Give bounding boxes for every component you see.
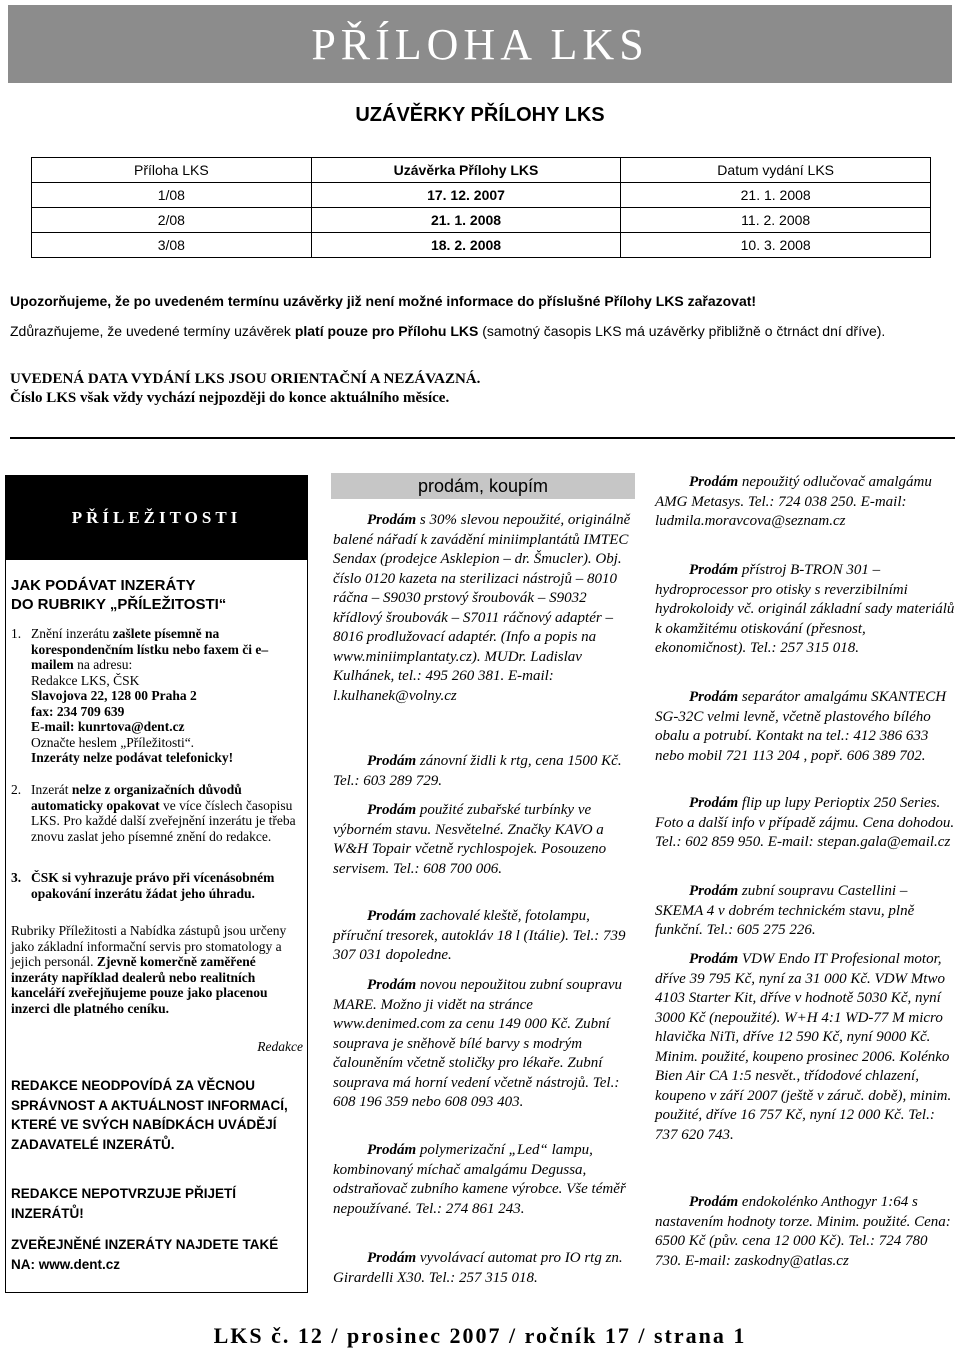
classified-ad: Prodám endokolénko Anthogyr 1:64 s nastavením hodnoty torze. Minim. použité. Cena: 6500 Kč (pův. cena 12 000 Kč). Tel.: 724 780 730. E-mail: zaskodny@atlas.cz (655, 1194, 951, 1269)
table-cell: 18. 2. 2008 (311, 233, 621, 258)
table-cell: 3/08 (32, 233, 312, 258)
instruction-2 (11, 782, 303, 844)
address-line: Redakce LKS, ČSK (31, 672, 140, 688)
prodam-koupim-header: prodám, koupím (331, 473, 635, 499)
classified-ad: Prodám vyvolávací automat pro IO rtg zn. Girardelli X30. Tel.: 257 315 018. (333, 1250, 623, 1286)
notice-emphasis (10, 322, 950, 341)
table-header-row (32, 158, 931, 183)
rubric-info (11, 923, 303, 1016)
disclaimer: REDAKCE NEODPOVÍDÁ ZA VĚCNOU SPRÁVNOST A AKTUÁLNOST INFORMACÍ, KTERÉ VE SVÝCH NABÍDKÁCH UVÁDĚJÍ ZADAVATELÉ INZERÁTŮ. (11, 1078, 288, 1152)
classified-ad: Prodám použité zubařské turbínky ve výborném stavu. Nesvětelné. Značky KAVO a W&H Topair včetně rychlospojek. Posouzeno servisem. Tel.: 608 700 006. (333, 802, 607, 877)
page-banner (8, 5, 952, 83)
table-cell: 1/08 (32, 183, 312, 208)
item-text: ČSK si vyhrazuje právo při vícenásobném opakování inzerátu žádat jeho úhradu. (31, 870, 275, 901)
keyword-line: Označte heslem „Příležitosti“. (31, 734, 195, 750)
table-cell: 10. 3. 2008 (621, 233, 931, 258)
email-line: E-mail: kunrtova@dent.cz (31, 719, 185, 734)
classified-ad: Prodám s 30% slevou nepoužité, originálně balené nářadí k zavádění miniimplantátů IMTEC Sendax (prodejce Asklepion – dr. Šmucler). Obj. číslo 0120 kazeta na sterilizaci nástrojů – 8010 ráčna – S9030 prstový šroubovák – S9032 křídlový šroubovák – S7011 ráčnový adaptér – 8016 prodlužovací adaptér. (Info a popis na www.miniimplantaty.cz). MUDr. Ladislav Kulhánek, tel.: 495 260 381. E-mail: l.kulhanek@volny.cz (333, 512, 631, 704)
item-text: na adresu: (73, 657, 133, 672)
table-cell: 2/08 (32, 208, 312, 233)
classified-ad: Prodám flip up lupy Perioptix 250 Series. Foto a další info v případě zájmu. Cena dohodou. Tel.: 602 859 950. E-mail: stepan.gala@email.cz (655, 795, 955, 850)
item-text: ve více číslech časopisu LKS. Pro každé další zveřejnění inzerátu je třeba znovu zaslat jeho písemné znění do redakce. (31, 797, 296, 844)
address-line: Slavojova 22, 128 00 Praha 2 (31, 688, 197, 703)
notice-deadline: Upozorňujeme, že po uvedeném termínu uzávěrky již není možné informace do příslušné Přílohy LKS zařazovat! (10, 293, 757, 309)
disclaimer: ZVEŘEJNĚNÉ INZERÁTY NAJDETE TAKÉ NA: www.dent.cz (11, 1237, 279, 1272)
classified-ad: Prodám VDW Endo IT Profesional motor, dříve 39 795 Kč, nyní za 31 000 Kč. VDW Mtwo 4103 Starter Kit, dříve v hodnotě 5030 Kč, nyní 3000 Kč (nepoužité). W+H 4:1 WD-77 M micro hlavička NiTi, dříve 12 590 Kč, nyní 9000 Kč. Minim. použité, koupeno prosinec 2006. Kolénko Bien Air CA 1:5 nesvět., třídodové chlazení, koupeno v září 2007 (ještě v záruč. době), minim. použité, dříve 16 757 Kč, nyní 12 000 Kč. Tel.: 737 620 743. (655, 951, 952, 1143)
classified-ad: Prodám separátor amalgámu SKANTECH SG-32C velmi levně, včetně plastového bílého obalu a potrubí. Kontakt na tel.: 412 386 633 nebo mobil 721 113 204 , popř. 606 389 702. (655, 689, 947, 764)
classified-ad: Prodám zubní soupravu Castellini – SKEMA 4 v dobrém technickém stavu, plně funkční. Tel.: 605 275 226. (655, 883, 915, 938)
how-to-heading-line: JAK PODÁVAT INZERÁTY (11, 577, 196, 594)
item-text: Inzerát (31, 782, 72, 797)
instruction-3 (11, 870, 303, 901)
no-phone-line: Inzeráty nelze podávat telefonicky! (31, 750, 234, 765)
how-to-heading-line: DO RUBRIKY „PŘÍLEŽITOSTI“ (11, 596, 227, 613)
item-text: Znění inzerátu (31, 626, 113, 641)
notice-bold: platí pouze pro Přílohu LKS (294, 323, 479, 339)
prilezitosti-box (5, 475, 308, 1293)
disclaimer: REDAKCE NEPOTVRZUJE PŘIJETÍ INZERÁTŮ! (11, 1186, 237, 1221)
section-subtitle: UZÁVĚRKY PŘÍLOHY LKS (355, 104, 605, 126)
signature: Redakce (257, 1039, 303, 1054)
deadlines-table (31, 157, 931, 258)
table-cell: 11. 2. 2008 (621, 208, 931, 233)
table-cell: 17. 12. 2007 (311, 183, 621, 208)
item-bold: nelze z organizačních důvodů automaticky opakovat (31, 782, 242, 813)
prilezitosti-header: PŘÍLEŽITOSTI (6, 476, 307, 560)
item-bold: zašlete písemně na korespondenčním lístku nebo faxem či e–mailem (31, 626, 269, 672)
rubric-bold: Zjevně komerčně zaměřené inzeráty například dealerů nebo realitních kanceláří zveřejňujeme pouze jako placenou inzerci dle platného ceníku. (11, 954, 268, 1016)
classified-ad: Prodám přístroj B-TRON 301 – hydroprocessor pro otisky s reverzibilními hydrokoloidy vč. originál základní sady materiálů k okamžitému otiskování (přesnost, ekonomičnost). Tel.: 257 315 018. (655, 562, 955, 656)
table-header: Datum vydání LKS (621, 158, 931, 183)
how-to-heading (11, 576, 303, 614)
table-row (32, 208, 931, 233)
table-cell: 21. 1. 2008 (311, 208, 621, 233)
table-row (32, 233, 931, 258)
notice-dates-line: Číslo LKS však vždy vychází nejpozději do konce aktuálního měsíce. (10, 390, 450, 406)
instruction-1 (11, 626, 303, 766)
classified-ad: Prodám zachovalé kleště, fotolampu, příruční tresorek, autokláv 18 l (Itálie). Tel.: 739 307 031 dopoledne. (333, 908, 626, 963)
classified-ad: Prodám novou nepoužitou zubní soupravu MARE. Možno ji vidět na stránce www.denimed.com za cenu 149 000 Kč. Zubní souprava je sněhově bílé barvy s modrým čalouněním včetně stoličky pro lékaře. Zubní souprava má horní vedení včetně nástrojů. Tel.: 608 196 359 nebo 608 093 403. (333, 977, 622, 1110)
table-header: Příloha LKS (32, 158, 312, 183)
page-footer: LKS č. 12 / prosinec 2007 / ročník 17 / strana 1 (213, 1323, 747, 1348)
notice-dates (10, 370, 950, 408)
banner-title: PŘÍLOHA LKS (311, 20, 649, 69)
table-cell: 21. 1. 2008 (621, 183, 931, 208)
fax-line: fax: 234 709 639 (31, 703, 125, 719)
classified-ad: Prodám zánovní židli k rtg, cena 1500 Kč. Tel.: 603 289 729. (333, 753, 622, 789)
classified-ad: Prodám polymerizační „Led“ lampu, kombinovaný míchač amalgámu Degussa, odstraňovač zubního kamene výrobce. Vše téměř nepoužívané. Tel.: 274 861 243. (333, 1142, 626, 1217)
rubric-text: Rubriky Příležitosti a Nabídka zástupů jsou určeny jako základní informační servis pro stomatology a jejich personál. (11, 923, 287, 969)
item-number: 3. (11, 870, 22, 885)
item-number: 2. (11, 782, 22, 797)
notice-dates-line: UVEDENÁ DATA VYDÁNÍ LKS JSOU ORIENTAČNÍ A NEZÁVAZNÁ. (10, 371, 481, 387)
table-row (32, 183, 931, 208)
table-header: Uzávěrka Přílohy LKS (311, 158, 621, 183)
notice-text: (samotný časopis LKS má uzávěrky přibližně o čtrnáct dní dříve). (478, 323, 886, 339)
classified-ad: Prodám nepoužitý odlučovač amalgámu AMG Metasys. Tel.: 724 038 250. E-mail: ludmila.moravcova@seznam.cz (655, 474, 932, 529)
notice-text: Zdůrazňujeme, že uvedené termíny uzávěrek (10, 323, 295, 339)
divider (10, 437, 955, 439)
item-number: 1. (11, 626, 22, 641)
